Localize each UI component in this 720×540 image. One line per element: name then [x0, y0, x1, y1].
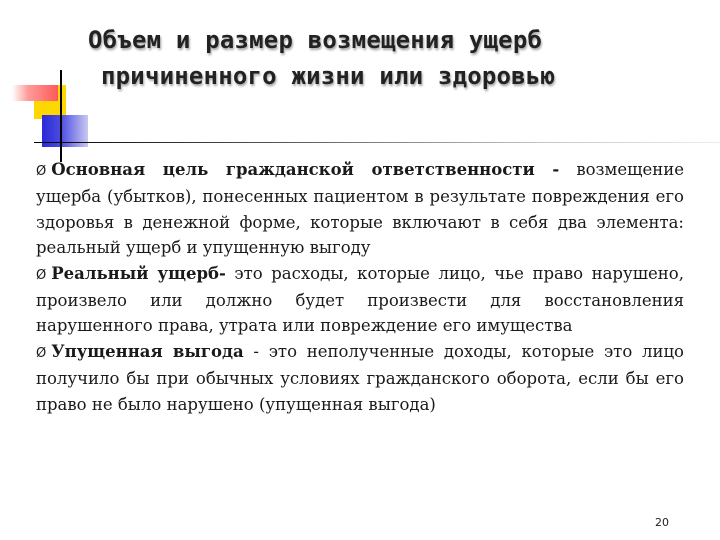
bullet-3-text: - это неполученные доходы, которые это лицо получило бы при обычных условиях гражданского оборота, если бы его право не было нарушено (упущенная выгода)	[36, 341, 684, 414]
title-divider	[34, 142, 720, 143]
bullet-1-text: возмещение ущерба (убытков), понесенных пациентом в результате повреждения его здоровья в денежной форме, которые включают в себя два элемента: реальный ущерб и упущенную выгоду	[36, 160, 685, 258]
bullet-2-text: это расходы, которые лицо, чье право нарушено, произвело или должно будет произвести для восстановления нарушенного права, утрата или повреждение его имущества	[36, 263, 684, 336]
arrow-bullet-icon: Ø	[36, 345, 47, 361]
title-line-1: Объем и размер возмещения ущерб	[88, 26, 543, 54]
bullet-item-2	[36, 261, 684, 339]
bullet-1-lead: Основная цель гражданской ответственности -	[51, 160, 560, 179]
bullet-item-3	[36, 339, 684, 417]
slide-body	[36, 157, 684, 417]
arrow-bullet-icon: Ø	[36, 267, 47, 283]
slide-title	[0, 22, 720, 94]
bullet-2-lead: Реальный ущерб-	[51, 263, 226, 283]
bullet-3-lead: Упущенная выгода	[51, 341, 244, 361]
title-line-2: причиненного жизни или здоровью	[101, 62, 556, 90]
arrow-bullet-icon: Ø	[36, 164, 47, 179]
page-number: 20	[655, 516, 669, 529]
bullet-item-1	[36, 157, 684, 261]
